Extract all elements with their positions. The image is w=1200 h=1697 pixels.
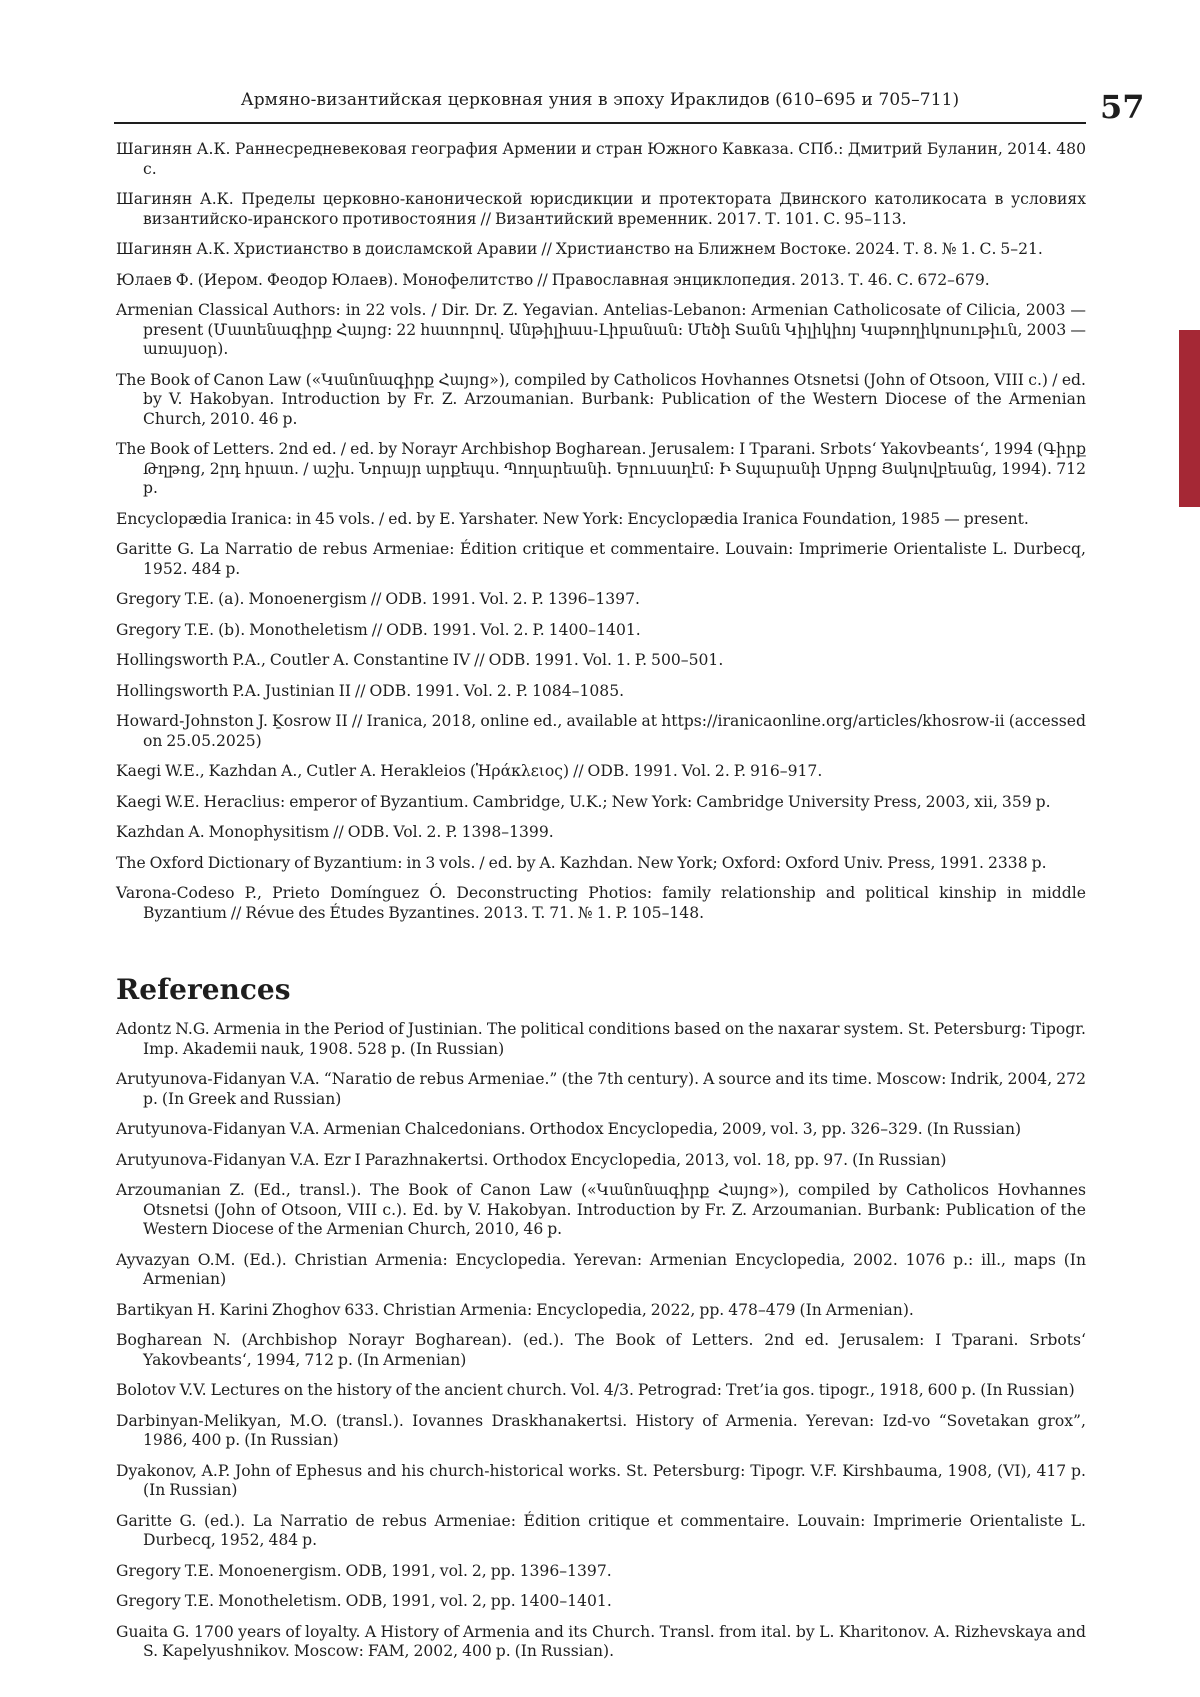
bibliography-entry: The Oxford Dictionary of Byzantium: in 3 vols. / ed. by A. Kazhdan. New York; Oxford: Oxford Univ. Press, 1991. 2338 p.: [116, 853, 1047, 872]
bibliography-entry: Шагинян А.К. Пределы церковно-канонической юрисдикции и протектората Двинского католикосата в условиях византийско-иранского противостояния // Византийский временник. 2017. Т. 101. С. 95–113.: [116, 190, 1086, 228]
reference-entry: Bartikyan H. Karini Zhoghov 633. Christian Armenia: Encyclopedia, 2022, pp. 478–479 (In Armenian).: [116, 1300, 914, 1319]
reference-entry: Arzoumanian Z. (Ed., transl.). The Book of Canon Law («Կանոնագիրք Հայոց»), compiled by Catholicos Hovhannes Otsnetsi (John of Otsoon, VIII c.). Ed. by V. Hakobyan. Introduction by Fr. Z. Arzoumanian. Burbank: Publication of the Western Diocese of the Armenian Church, 2010, 46 p.: [116, 1181, 1086, 1238]
bibliography-entry: Gregory T.E. (b). Monotheletism // ODB. 1991. Vol. 2. P. 1400–1401.: [116, 620, 641, 639]
bibliography-entry: Kaegi W.E., Kazhdan A., Cutler A. Herakleios (Ἡράκλειος) // ODB. 1991. Vol. 2. P. 916–917.: [116, 762, 823, 780]
reference-entry: Guaita G. 1700 years of loyalty. A History of Armenia and its Church. Transl. from ital. by L. Kharitonov. A. Rizhevskaya and S. Kapelyushnikov. Moscow: FAM, 2002, 400 p. (In Russian).: [116, 1622, 1086, 1660]
page-number: 57: [1100, 88, 1145, 126]
references-list: [116, 1020, 1086, 1662]
bibliography-entry: Шагинян А.К. Христианство в доисламской Аравии // Христианство на Ближнем Востоке. 2024. Т. 8. № 1. С. 5–21.: [116, 240, 1043, 258]
header-rule: [114, 122, 1086, 124]
reference-entry: Ayvazyan O.M. (Ed.). Christian Armenia: Encyclopedia. Yerevan: Armenian Encyclopedia, 2002. 1076 p.: ill., maps (In Armenian): [116, 1250, 1086, 1288]
bibliography-list: [116, 140, 1086, 923]
running-title: Армяно-византийская церковная уния в эпоху Ираклидов (610–695 и 705–711): [240, 90, 960, 110]
reference-entry: Bolotov V.V. Lectures on the history of the ancient church. Vol. 4/3. Petrograd: Tret’ia gos. tipogr., 1918, 600 p. (In Russian): [116, 1381, 1075, 1399]
bibliography-entry: Armenian Classical Authors: in 22 vols. / Dir. Dr. Z. Yegavian. Antelias-Lebanon: Armenian Catholicosate of Cilicia, 2003 — present (Մատենագիրք Հայոց: 22 հատորով. Անթիլիաս-Լիբանան: Մեծի Տանն Կիլիկիոյ Կաթողիկոսութիւն, 2003 — առայսօր).: [116, 301, 1086, 358]
reference-entry: Arutyunova-Fidanyan V.A. Armenian Chalcedonians. Orthodox Encyclopedia, 2009, vol. 3, pp. 326–329. (In Russian): [116, 1120, 1022, 1138]
bibliography-entry: Шагинян А.К. Раннесредневековая география Армении и стран Южного Кавказа. СПб.: Дмитрий Буланин, 2014. 480 с.: [116, 140, 1086, 178]
references-heading: References: [116, 973, 291, 1006]
reference-entry: Darbinyan-Melikyan, M.O. (transl.). Iovannes Draskhanakertsi. History of Armenia. Yerevan: Izd-vo “Sovetakan grox”, 1986, 400 p. (In Russian): [116, 1411, 1086, 1449]
bibliography-entry: Howard-Johnston J. Ḵosrow II // Iranica, 2018, online ed., available at https://iranicaonline.org/articles/khosrow-ii (accessed on 25.05.2025): [116, 712, 1086, 750]
bibliography-entry: Gregory T.E. (a). Monoenergism // ODB. 1991. Vol. 2. P. 1396–1397.: [116, 590, 640, 608]
bibliography-entry: Varona-Codeso P., Prieto Domínguez Ó. Deconstructing Photios: family relationship and political kinship in middle Byzantium // Révue des Études Byzantines. 2013. T. 71. № 1. P. 105–148.: [116, 884, 1086, 922]
reference-entry: Gregory T.E. Monoenergism. ODB, 1991, vol. 2, pp. 1396–1397.: [116, 1561, 612, 1580]
bibliography-entry: Юлаев Ф. (Иером. Феодор Юлаев). Монофелитство // Православная энциклопедия. 2013. Т. 46. С. 672–679.: [116, 270, 990, 289]
reference-entry: Bogharean N. (Archbishop Norayr Bogharean). (ed.). The Book of Letters. 2nd ed. Jerusalem: I Tparani. Srbots‘ Yakovbeants‘, 1994, 712 p. (In Armenian): [116, 1331, 1086, 1369]
side-tab-marker: [1179, 330, 1200, 507]
bibliography-entry: The Book of Canon Law («Կանոնագիրք Հայոց»), compiled by Catholicos Hovhannes Otsnetsi (John of Otsoon, VIII c.) / ed. by V. Hakobyan. Introduction by Fr. Z. Arzoumanian. Burbank: Publication of the Western Diocese of the Armenian Church, 2010. 46 p.: [116, 370, 1086, 428]
reference-entry: Adontz N.G. Armenia in the Period of Justinian. The political conditions based on the naxarar system. St. Petersburg: Tipogr. Imp. Akademii nauk, 1908. 528 p. (In Russian): [116, 1020, 1086, 1058]
reference-entry: Garitte G. (ed.). La Narratio de rebus Armeniae: Édition critique et commentaire. Louvain: Imprimerie Orientaliste L. Durbecq, 1952, 484 p.: [116, 1511, 1086, 1549]
bibliography-entry: Kazhdan A. Monophysitism // ODB. Vol. 2. P. 1398–1399.: [116, 823, 554, 841]
reference-entry: Gregory T.E. Monotheletism. ODB, 1991, vol. 2, pp. 1400–1401.: [116, 1592, 612, 1610]
reference-entry: Dyakonov, A.P. John of Ephesus and his church-historical works. St. Petersburg: Tipogr. V.F. Kirshbauma, 1908, (VI), 417 p. (In Russian): [116, 1461, 1086, 1499]
bibliography-entry: Hollingsworth P.A. Justinian II // ODB. 1991. Vol. 2. P. 1084–1085.: [116, 681, 625, 700]
bibliography-entry: Encyclopædia Iranica: in 45 vols. / ed. by E. Yarshater. New York: Encyclopædia Iranica Foundation, 1985 — present.: [116, 509, 1029, 528]
reference-entry: Arutyunova-Fidanyan V.A. Ezr I Parazhnakertsi. Orthodox Encyclopedia, 2013, vol. 18, pp. 97. (In Russian): [116, 1150, 947, 1169]
reference-entry: Arutyunova-Fidanyan V.A. “Naratio de rebus Armeniae.” (the 7th century). A source and its time. Moscow: Indrik, 2004, 272 p. (In Greek and Russian): [116, 1070, 1086, 1108]
main-content: [116, 140, 1086, 1673]
bibliography-entry: Hollingsworth P.A., Coutler A. Constantine IV // ODB. 1991. Vol. 1. P. 500–501.: [116, 651, 724, 669]
bibliography-entry: The Book of Letters. 2nd ed. / ed. by Norayr Archbishop Bogharean. Jerusalem: I Tparani. Srbots‘ Yakovbeants‘, 1994 (Գիրք Թղթոց, 2րդ հրատ. / աշխ. Նորայր արքեպս. Պողարեանի. Երուսաղէմ: Ի Տպարանի Սրբոց Յակովբեանց, 1994). 712 p.: [116, 440, 1086, 497]
bibliography-entry: Garitte G. La Narratio de rebus Armeniae: Édition critique et commentaire. Louvain: Imprimerie Orientaliste L. Durbecq, 1952. 484 p.: [116, 540, 1086, 578]
bibliography-entry: Kaegi W.E. Heraclius: emperor of Byzantium. Cambridge, U.K.; New York: Cambridge University Press, 2003, xii, 359 p.: [116, 792, 1051, 811]
